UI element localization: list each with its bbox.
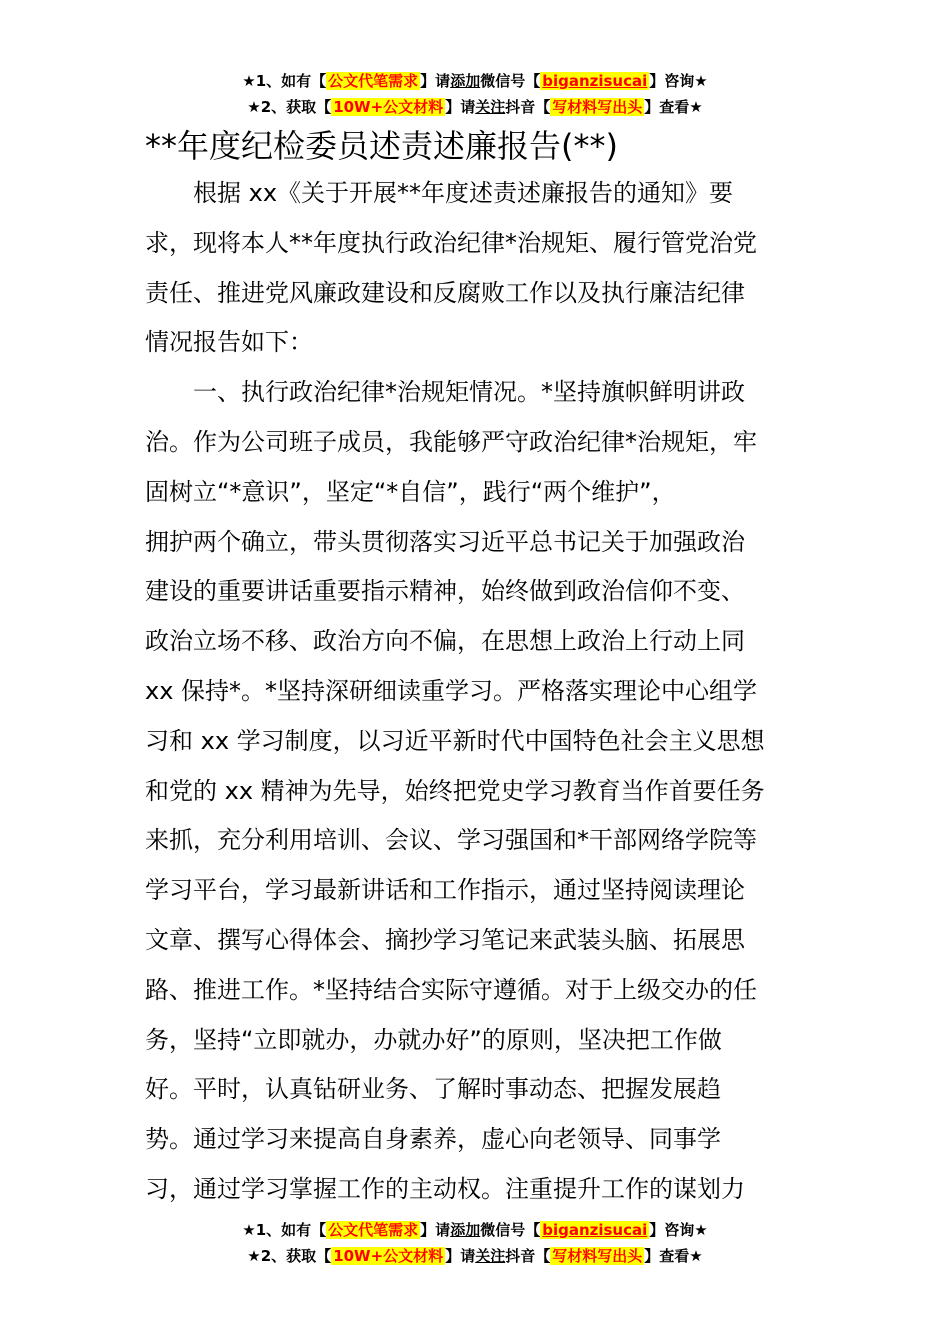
body-text-line: 来抓，充分利用培训、会议、学习强国和*干部网络学院等 [145,826,757,855]
promo-highlight: 10W+公文材料 [333,98,444,116]
promo-text: 】咨询★ [649,1221,708,1239]
body-text-line: 情况报告如下： [145,328,313,357]
promo-text: 微信号【 [480,72,541,90]
body-text-line: 建设的重要讲话重要指示精神，始终做到政治信仰不变、 [145,577,745,606]
body-text-line: 责任、推进党风廉政建设和反腐败工作以及执行廉洁纪律 [145,278,745,307]
promo-text: 】请 [420,72,451,90]
douyin-highlight: 写材料写出头 [552,1247,643,1265]
body-text-line: 拥护两个确立，带头贯彻落实习近平总书记关于加强政治 [145,527,745,556]
document-title: **年度纪检委员述责述廉报告(**) [145,127,618,165]
promo-text: 抖音【 [505,98,551,116]
body-text-line: 求，现将本人**年度执行政治纪律*治规矩、履行管党治党 [145,228,757,257]
promo-highlight: 10W+公文材料 [333,1247,444,1265]
body-text-line: 路、推进工作。*坚持结合实际守遵循。对于上级交办的任 [145,975,757,1004]
promo-text: 添加 [450,72,481,90]
promo-text: 微信号【 [480,1221,541,1239]
body-text-line: 习，通过学习掌握工作的主动权。注重提升工作的谋划力 [145,1175,745,1203]
promo-highlight: 公文代笔需求 [328,1221,419,1239]
body-text-line: 政治立场不移、政治方向不偏，在思想上政治上行动上同 [145,627,745,656]
promo-banner-top [0,68,950,120]
promo-banner-bottom [0,1217,950,1269]
promo-line-1 [0,1217,950,1243]
promo-highlight: 公文代笔需求 [328,72,419,90]
promo-text: ★1、如有【 [242,1221,327,1239]
promo-text: 关注 [475,98,506,116]
body-text-line: 好。平时，认真钻研业务、了解时事动态、把握发展趋 [145,1075,721,1104]
promo-text: 】请 [445,1247,476,1265]
body-text-line: 势。通过学习来提高自身素养，虚心向老领导、同事学 [145,1125,721,1154]
promo-line-2 [0,94,950,120]
promo-text: ★2、获取【 [247,1247,332,1265]
body-text-line: 一、执行政治纪律*治规矩情况。*坚持旗帜鲜明讲政 [145,378,745,407]
body-text-line: 治。作为公司班子成员，我能够严守政治纪律*治规矩，牢 [145,428,757,456]
body-text-line: 固树立“*意识”，坚定“*自信”，践行“两个维护”， [145,477,676,506]
promo-text: 】查看★ [644,98,703,116]
promo-text: 】请 [420,1221,451,1239]
promo-line-1 [0,68,950,94]
douyin-highlight: 写材料写出头 [552,98,643,116]
promo-text: 添加 [450,1221,481,1239]
body-text-line: 文章、撰写心得体会、摘抄学习笔记来武装头脑、拓展思 [145,926,745,954]
body-text-line: 根据 xx《关于开展**年度述责述廉报告的通知》要 [145,179,734,207]
body-text-line: 务，坚持“立即就办，办就办好”的原则，坚决把工作做 [145,1025,722,1054]
promo-text: 】查看★ [644,1247,703,1265]
promo-text: 】请 [445,98,476,116]
body-text-line: 习和 xx 学习制度，以习近平新时代中国特色社会主义思想 [145,726,765,755]
body-text-line: xx 保持*。*坚持深研细读重学习。严格落实理论中心组学 [145,677,758,705]
wechat-id-highlight: biganzisucai [542,72,648,90]
promo-text: 抖音【 [505,1247,551,1265]
body-text-line: 学习平台，学习最新讲话和工作指示，通过坚持阅读理论 [145,876,745,905]
promo-text: 】咨询★ [649,72,708,90]
promo-line-2 [0,1243,950,1269]
body-text-line: 和党的 xx 精神为先导，始终把党史学习教育当作首要任务 [145,776,765,805]
promo-text: ★1、如有【 [242,72,327,90]
promo-text: ★2、获取【 [247,98,332,116]
wechat-id-highlight: biganzisucai [542,1221,648,1239]
promo-text: 关注 [475,1247,506,1265]
